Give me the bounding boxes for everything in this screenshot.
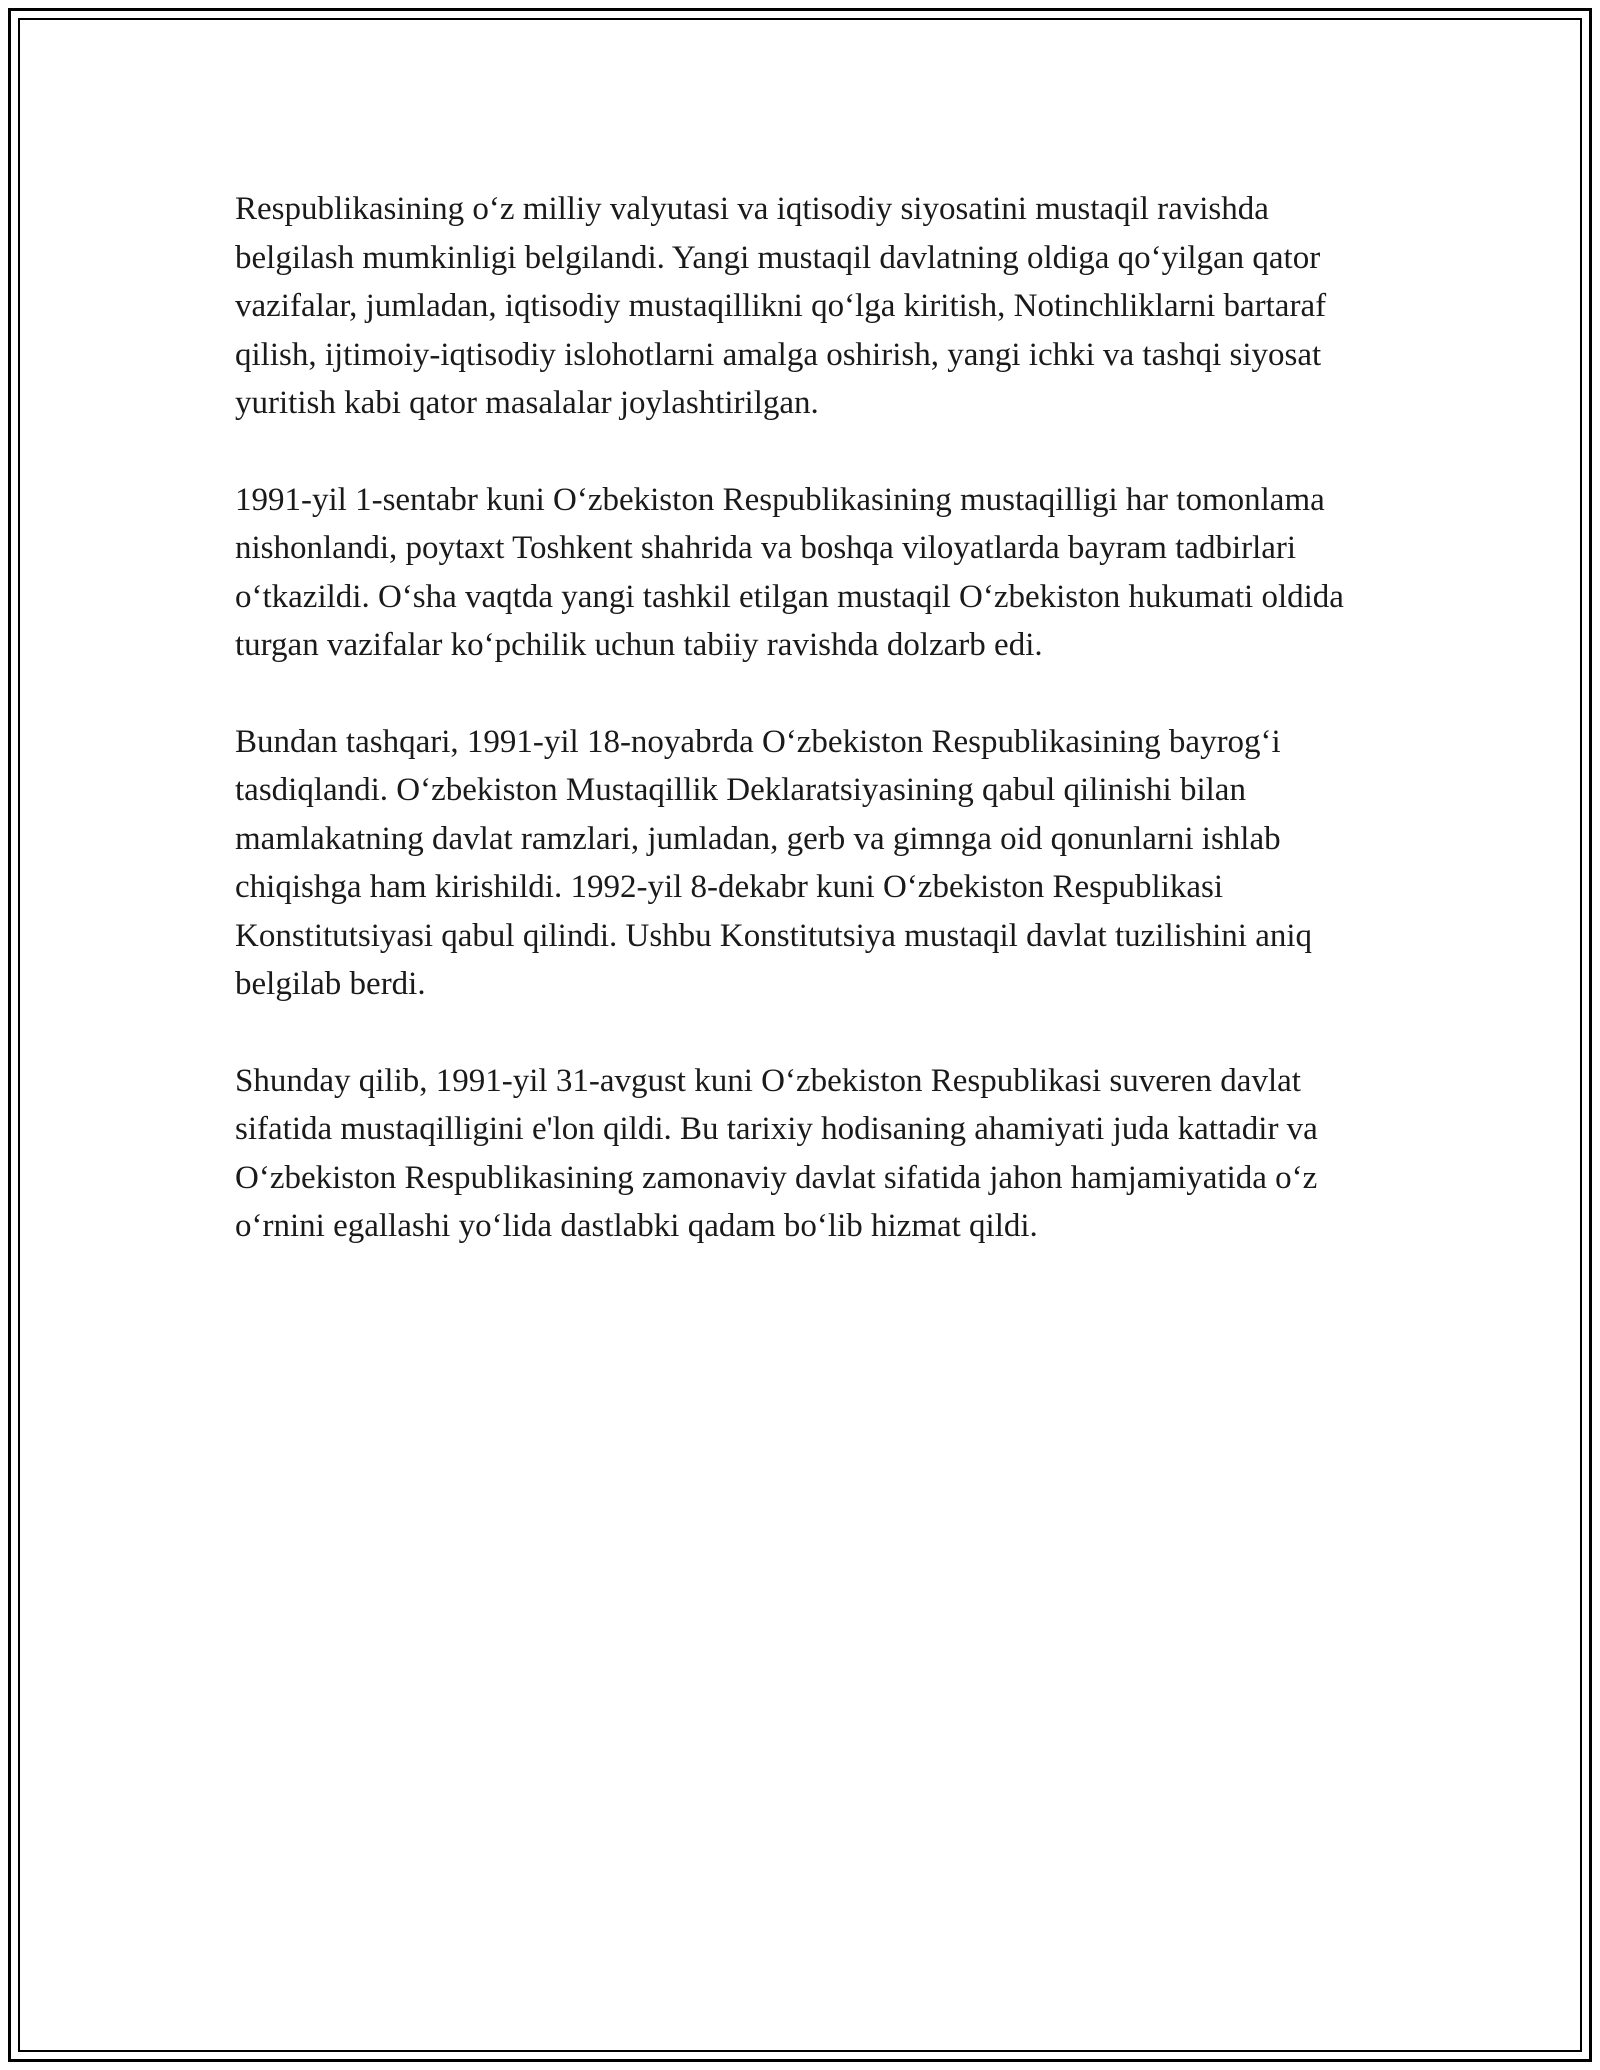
paragraph-declaration-of-sovereignty: Shunday qilib, 1991-yil 31-avgust kuni O‘zbekiston Respublikasi suveren davlat sifatida mustaqilligini e'lon qildi. Bu tarixiy hodisaning ahamiyati juda kattadir va O‘zbekiston Respublikasining zamonaviy davlat sifatida jahon hamjamiyatida o‘z o‘rnini egallashi yo‘lida dastlabki qadam bo‘lib hizmat qildi. xyxy=(235,1062,1318,1244)
paragraph-currency-policy: Respublikasining o‘z milliy valyutasi va iqtisodiy siyosatini mustaqil ravishda belgilash mumkinligi belgilandi. Yangi mustaqil davlatning oldiga qo‘yilgan qator vazifalar, jumladan, iqtisodiy mustaqillikni qo‘lga kiritish, Notinchliklarni bartaraf qilish, ijtimoiy-iqtisodiy islohotlarni amalga oshirish, yangi ichki va tashqi siyosat yuritish kabi qator masalalar joylashtirilgan. xyxy=(235,191,1327,421)
paragraph-independence-celebration: 1991-yil 1-sentabr kuni O‘zbekiston Respublikasining mustaqilligi har tomonlama nishonlandi, poytaxt Toshkent shahrida va boshqa viloyatlarda bayram tadbirlari o‘tkazildi. O‘sha vaqtda yangi tashkil etilgan mustaqil O‘zbekiston hukumati oldida turgan vazifalar ko‘pchilik uchun tabiiy ravishda dolzarb edi. xyxy=(235,481,1344,663)
paragraph-state-symbols-constitution: Bundan tashqari, 1991-yil 18-noyabrda O‘zbekiston Respublikasining bayrog‘i tasdiqlandi. O‘zbekiston Mustaqillik Deklaratsiyasining qabul qilinishi bilan mamlakatning davlat ramzlari, jumladan, gerb va gimnga oid qonunlarni ishlab chiqishga ham kirishildi. 1992-yil 8-dekabr kuni O‘zbekiston Respublikasi Konstitutsiyasi qabul qilindi. Ushbu Konstitutsiya mustaqil davlat tuzilishini aniq belgilab berdi. xyxy=(235,723,1313,1002)
document-body xyxy=(235,185,1375,1299)
